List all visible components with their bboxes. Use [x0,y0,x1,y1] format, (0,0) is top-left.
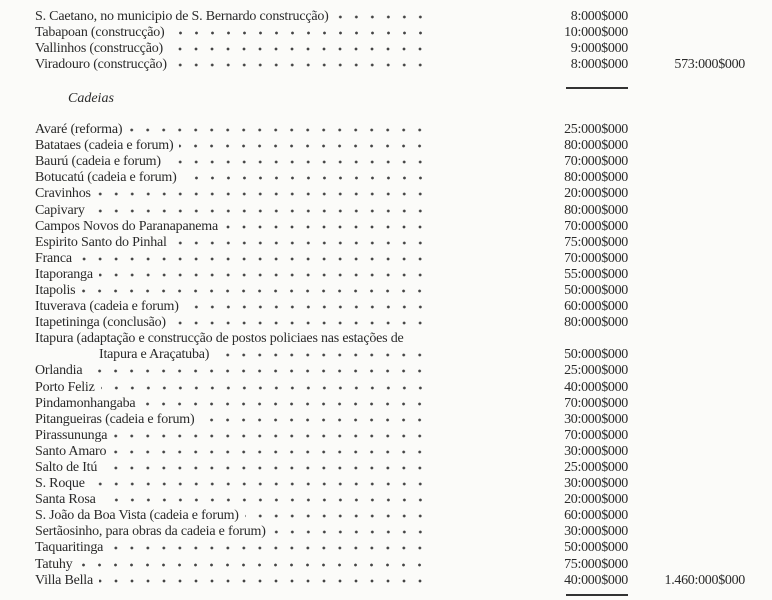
line-amount: 30:000$000 [564,411,628,427]
dot-leader [167,160,428,164]
line-label: Botucatú (cadeia e forum) [35,170,177,186]
dot-leader [99,273,428,277]
line-amount: 80:000$000 [564,202,628,218]
dot-leader [200,418,428,422]
line-amount: 25:000$000 [564,363,628,379]
line-label: S. João da Boa Vista (cadeia e forum) [35,508,239,524]
line-label: Taquaritinga [35,540,104,556]
dot-leader [102,498,428,502]
dot-leader [128,128,428,132]
budget-line [35,396,745,412]
line-amount: 80:000$000 [564,315,628,331]
budget-line [35,540,745,556]
line-label: Cravinhos [35,186,91,202]
budget-line [35,202,745,218]
dot-leader [103,466,428,470]
line-amount: 30:000$000 [564,524,628,540]
budget-line [35,363,745,379]
line-amount: 10:000$000 [564,25,628,41]
line-amount: 60:000$000 [564,508,628,524]
budget-line [35,476,745,492]
line-amount: 70:000$000 [564,395,628,411]
budget-line [35,41,745,57]
line-amount: 75:000$000 [564,556,628,572]
budget-line [35,347,745,363]
section-total: 573:000$000 [674,57,745,73]
line-amount: 50:000$000 [564,282,628,298]
line-label: S. Roque [35,476,85,492]
budget-line [35,154,745,170]
line-label: Villa Bella [35,572,93,588]
budget-line [35,219,745,235]
dot-leader [215,353,428,357]
dot-leader [101,386,428,390]
budget-line [35,492,745,508]
line-label: Itapura (adaptação e construcção de postos policiaes nas estações de [35,331,404,347]
budget-line [35,186,745,202]
budget-line [35,235,745,251]
line-label: Porto Feliz [35,379,95,395]
line-amount: 8:000$000 [570,9,628,25]
line-amount: 75:000$000 [564,234,628,250]
line-amount: 50:000$000 [564,347,628,363]
line-label: Pitangueiras (cadeia e forum) [35,411,195,427]
line-amount: 8:000$000 [570,57,628,73]
line-amount: 20:000$000 [564,186,628,202]
dot-leader [171,31,429,35]
line-amount: 70:000$000 [564,154,628,170]
budget-line [35,170,745,186]
budget-line [35,428,745,444]
budget-line [35,9,745,25]
budget-line [35,122,745,138]
budget-line [35,573,745,589]
budget-line [35,460,745,476]
line-label: Capivary [35,202,85,218]
line-label: Espirito Santo do Pinhal [35,234,167,250]
line-amount: 80:000$000 [564,138,628,154]
line-label: Tabapoan (construcção) [35,25,165,41]
budget-line [35,25,745,41]
line-label: Vallinhos (construcção) [35,41,163,57]
line-label: Pindamonhangaba [35,395,136,411]
line-amount: 25:000$000 [564,460,628,476]
line-label: Batataes (cadeia e forum) [35,138,174,154]
dot-leader [78,257,428,261]
line-amount: 70:000$000 [564,218,628,234]
budget-line [35,251,745,267]
line-label: Tatuhy [35,556,73,572]
dot-leader [245,514,428,518]
budget-line [35,299,745,315]
budget-section-construcao [35,9,745,73]
line-label: Itaporanga [35,266,93,282]
budget-line [35,57,745,73]
dot-leader [113,434,428,438]
line-label: Ituverava (cadeia e forum) [35,299,179,315]
line-amount: 30:000$000 [564,476,628,492]
dot-leader [99,579,428,583]
budget-line [35,508,745,524]
line-label: S. Caetano, no municipio de S. Bernardo construcção) [35,9,329,25]
dot-leader [183,176,428,180]
budget-line [35,315,745,331]
line-amount: 40:000$000 [564,379,628,395]
dot-leader [141,402,428,406]
line-label: Itapetininga (conclusão) [35,315,166,331]
line-amount: 80:000$000 [564,170,628,186]
line-label: Viradouro (construcção) [35,57,167,73]
dot-leader [224,225,428,229]
dot-leader [173,241,428,245]
dot-leader [179,144,428,148]
budget-line [35,524,745,540]
budget-line [35,412,745,428]
line-label: Santo Amaro [35,443,107,459]
line-label: Baurú (cadeia e forum) [35,154,161,170]
line-amount: 70:000$000 [564,427,628,443]
dot-leader [91,209,428,213]
line-label: Pirassununga [35,427,108,443]
line-label: Franca [35,250,72,266]
line-label: Santa Rosa [35,492,96,508]
budget-section-cadeias [35,122,745,589]
line-label: Sertãosinho, para obras da cadeia e forum) [35,524,266,540]
dot-leader [169,47,428,51]
line-label: Campos Novos do Paranapanema [35,218,218,234]
budget-line [35,444,745,460]
section-heading-cadeias: Cadeias [68,91,114,106]
line-label: Itapolis [35,282,76,298]
dot-leader [272,530,428,534]
line-amount: 55:000$000 [564,266,628,282]
line-label: Itapura e Araçatuba) [99,347,210,363]
line-amount: 25:000$000 [564,122,628,138]
dot-leader [97,192,428,196]
section-total: 1.460:000$000 [664,572,745,588]
dot-leader [173,63,428,67]
dot-leader [112,450,428,454]
dot-leader [172,321,428,325]
budget-line [35,380,745,396]
dot-leader [335,15,428,19]
dot-leader [78,563,428,567]
dot-leader [109,546,428,550]
line-amount: 50:000$000 [564,540,628,556]
line-amount: 60:000$000 [564,299,628,315]
budget-line [35,557,745,573]
dot-leader [185,305,428,309]
line-amount: 30:000$000 [564,443,628,459]
dot-leader [88,369,428,373]
line-amount: 9:000$000 [570,41,628,57]
subtotal-rule [566,594,628,596]
budget-line [35,267,745,283]
line-amount: 70:000$000 [564,250,628,266]
line-amount: 20:000$000 [564,492,628,508]
line-label: Salto de Itú [35,460,98,476]
line-amount: 40:000$000 [564,572,628,588]
dot-leader [81,289,428,293]
line-label: Orlandia [35,363,83,379]
subtotal-rule [566,87,628,89]
budget-line [35,331,745,347]
dot-leader [91,482,428,486]
budget-line [35,138,745,154]
line-label: Avaré (reforma) [35,122,123,138]
budget-line [35,283,745,299]
